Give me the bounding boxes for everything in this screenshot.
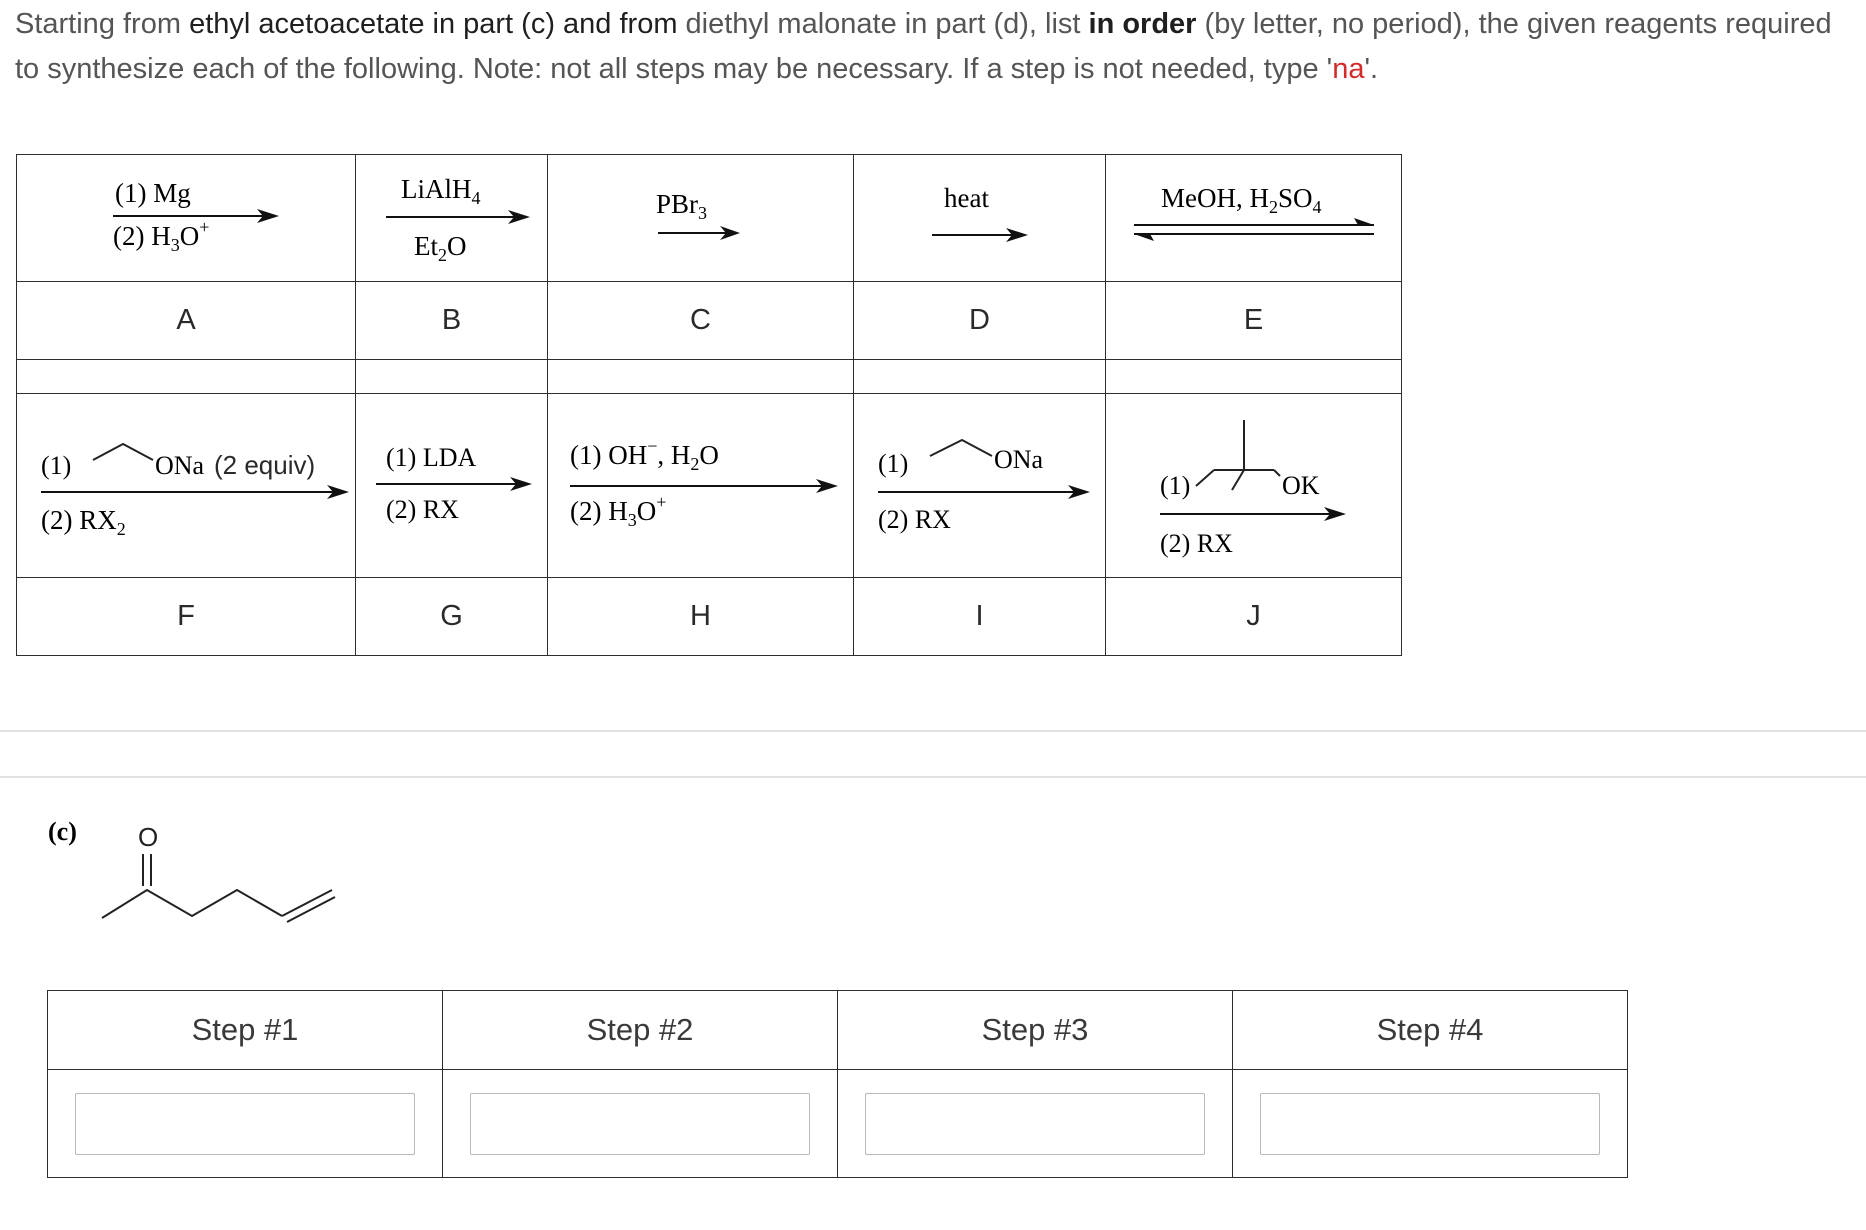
reagent-j-graphic — [1106, 394, 1402, 578]
steps-header-row — [48, 991, 1628, 1070]
steps-input-row — [48, 1070, 1628, 1178]
reagent-letter-i: I — [975, 600, 984, 632]
target-molecule — [44, 812, 344, 932]
reagent-letter-e: E — [1243, 304, 1264, 336]
reagent-i-line2: (2) RX — [878, 505, 951, 534]
step-1-header: Step #1 — [48, 991, 443, 1070]
reagent-a-graphic — [17, 155, 356, 282]
reagent-j-line1a: (1) — [1160, 471, 1191, 500]
reagent-cell-d — [854, 155, 1106, 282]
reagent-letter-g: G — [440, 600, 463, 632]
reagent-c-graphic — [548, 155, 854, 282]
reagent-cell-e — [1106, 155, 1402, 282]
step-2-header: Step #2 — [443, 991, 838, 1070]
reagent-b-top: LiAlH$_4$ — [401, 174, 481, 208]
section-divider — [0, 730, 1866, 732]
part-c-structure — [44, 812, 344, 937]
reagent-i-graphic — [854, 394, 1106, 578]
step-4-header: Step #4 — [1233, 991, 1628, 1070]
reagent-cell-g — [356, 394, 548, 578]
instr-na: na — [1332, 53, 1365, 85]
reagent-h-line1: (1) OH−, $H_2O$ — [570, 436, 719, 474]
step-2-input[interactable] — [470, 1093, 810, 1155]
reagent-i-line1a: (1) — [878, 449, 909, 478]
reagent-e-top: MeOH, $H_2SO_4$ — [1161, 183, 1322, 217]
reagent-cell-b — [356, 155, 548, 282]
reagent-h-graphic — [548, 394, 854, 578]
reagents-letters-row-2 — [17, 578, 1402, 656]
reagent-letter-a: A — [176, 304, 196, 336]
reagent-cell-h — [548, 394, 854, 578]
reagent-h-line2: (2) $H_3O^+$ — [570, 492, 667, 530]
reagents-row-2 — [17, 394, 1402, 578]
reagent-e-forward-head — [1354, 218, 1374, 225]
reagents-letters-row-1 — [17, 282, 1402, 360]
reagent-letter-b: B — [441, 304, 462, 336]
reagent-b-bottom: $Et_2O$ — [414, 231, 467, 265]
reagents-row-1 — [17, 155, 1402, 282]
reagent-f-line2: (2) $RX_2$ — [41, 505, 126, 539]
reagent-f-line1c: (2 equiv) — [214, 450, 316, 480]
reagent-g-graphic — [356, 394, 548, 578]
reagent-i-line1b: ONa — [994, 445, 1044, 474]
instr-part1: Starting from — [15, 8, 190, 40]
ethyl-group-icon — [930, 440, 992, 456]
reagent-a-line1: (1) Mg — [115, 178, 191, 208]
reagent-j-line2: (2) RX — [1160, 529, 1233, 558]
reagent-letter-d: D — [969, 304, 990, 336]
step-3-input[interactable] — [865, 1093, 1205, 1155]
reagent-cell-c — [548, 155, 854, 282]
reagent-letter-h: H — [690, 600, 711, 632]
reagent-cell-i — [854, 394, 1106, 578]
instr-part3: diethyl malonate in part (d), list — [685, 8, 1089, 40]
step-1-input[interactable] — [75, 1093, 415, 1155]
carbonyl-oxygen: O — [138, 822, 159, 852]
reagent-d-graphic — [854, 155, 1106, 282]
steps-table — [47, 990, 1628, 1178]
reagent-c-top: PBr$_3$ — [656, 189, 708, 223]
reagent-f-graphic — [17, 394, 356, 578]
reagent-e-reverse-head — [1134, 234, 1154, 241]
reagent-cell-f — [17, 394, 356, 578]
instr-in-order: in order — [1088, 8, 1197, 40]
reagent-cell-j — [1106, 394, 1402, 578]
reagent-g-line1: (1) LDA — [386, 443, 477, 472]
reagent-f-line1a: (1) — [41, 451, 72, 480]
reagents-spacer-row — [17, 360, 1402, 394]
step-4-input[interactable] — [1260, 1093, 1600, 1155]
reagent-j-line1b: OK — [1282, 471, 1320, 500]
instr-part7: '. — [1364, 53, 1379, 85]
reagent-cell-a — [17, 155, 356, 282]
instructions — [15, 2, 1855, 92]
instr-part5: (by letter, no period), the given reagents required to synthesize each of the following. Note: not all steps may be necessary. If a step is not needed, type ' — [15, 8, 1832, 85]
part-c-label: (c) — [48, 817, 77, 846]
reagent-e-graphic — [1106, 155, 1402, 282]
reagent-d-top: heat — [944, 183, 989, 213]
reagent-letter-f: F — [177, 600, 195, 632]
reagent-letter-j: J — [1246, 600, 1261, 632]
reagent-f-line1b: ONa — [155, 451, 205, 480]
carbon-chain — [102, 890, 282, 918]
section-divider — [0, 776, 1866, 778]
ethyl-group-icon — [93, 444, 153, 460]
instr-part2: ethyl acetoacetate in part (c) and from — [189, 8, 686, 40]
step-3-header: Step #3 — [838, 991, 1233, 1070]
reagent-b-graphic — [356, 155, 548, 282]
reagent-letter-c: C — [690, 304, 711, 336]
reagents-table — [16, 154, 1402, 656]
reagent-g-line2: (2) RX — [386, 495, 459, 524]
reagent-a-line2: (2) $H_3O^+$ — [113, 217, 210, 255]
